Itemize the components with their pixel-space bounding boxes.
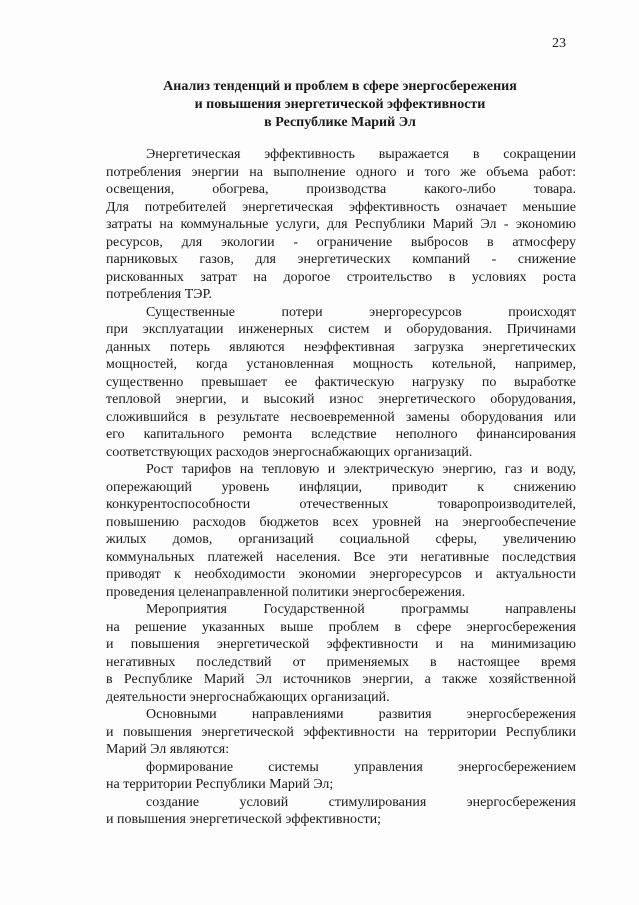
text-line: повышению расходов бюджетов всех уровней на энергообеспечение bbox=[106, 514, 576, 530]
text-line: конкурентоспособности отечественных товаропроизводителей, bbox=[106, 497, 576, 512]
text-line: мощностей, когда установленная мощность котельной, например, bbox=[106, 357, 576, 372]
text-line: опережающий уровень инфляции, приводит к снижению bbox=[106, 479, 576, 495]
text-line: деятельности энергоснабжающих организаций. bbox=[106, 689, 390, 705]
text-line: тепловой энергии, и высокий износ энергетического оборудования, bbox=[106, 392, 576, 407]
text-line: потребления ТЭР. bbox=[106, 287, 213, 302]
text-line: проведения целенаправленной политики энергосбережения. bbox=[106, 584, 466, 600]
text-line: сложившийся в результате несвоевременной замены оборудования или bbox=[106, 409, 576, 425]
text-line: Существенные потери энергоресурсов происходят bbox=[146, 304, 576, 320]
page-number: 23 bbox=[552, 36, 566, 51]
text-line: приводят к необходимости экономии энергоресурсов и актуальности bbox=[106, 567, 576, 582]
text-line: в Республике Марий Эл источников энергии, а также хозяйственной bbox=[106, 672, 576, 687]
page-title bbox=[100, 78, 580, 132]
text-line: при эксплуатации инженерных систем и оборудования. Причинами bbox=[106, 322, 576, 337]
body-text bbox=[106, 146, 576, 829]
text-line: затраты на коммунальные услуги, для Республики Марий Эл - экономию bbox=[106, 217, 576, 232]
text-line: ресурсов, для экологии - ограничение выбросов в атмосферу bbox=[106, 234, 576, 250]
text-line: Основными направлениями развития энергосбережения bbox=[146, 707, 576, 722]
text-line: коммунальных платежей населения. Все эти негативные последствия bbox=[106, 549, 576, 565]
text-line: Энергетическая эффективность выражается в сокращении bbox=[146, 147, 576, 162]
text-line: и повышения энергетической эффективности; bbox=[106, 812, 382, 827]
text-line: его капитального ремонта вследствие неполного финансирования bbox=[106, 427, 576, 442]
title-line: и повышения энергетической эффективности bbox=[194, 97, 486, 112]
text-line: рискованных затрат на дорогое строительство в условиях роста bbox=[106, 269, 576, 285]
title-line: в Республике Марий Эл bbox=[264, 115, 416, 130]
text-line: соответствующих расходов энергоснабжающих организаций. bbox=[106, 444, 473, 460]
text-line: парниковых газов, для энергетических компаний - снижение bbox=[106, 252, 576, 267]
text-line: освещения, обогрева, производства какого-либо товара. bbox=[106, 182, 576, 197]
title-line: Анализ тенденций и проблем в сфере энергосбережения bbox=[163, 79, 517, 94]
text-line: создание условий стимулирования энергосбережения bbox=[146, 794, 576, 810]
text-line: негативных последствий от применяемых в настоящее время bbox=[106, 654, 576, 670]
text-line: данных потерь являются неэффективная загрузка энергетических bbox=[106, 339, 576, 355]
text-line: Для потребителей энергетическая эффективность означает меньшие bbox=[106, 199, 576, 215]
text-line: и повышения энергетической эффективности и на минимизацию bbox=[106, 637, 576, 652]
text-line: потребления энергии на выполнение одного и того же объема работ: bbox=[106, 164, 576, 180]
text-line: Марий Эл являются: bbox=[106, 742, 230, 757]
text-line: жилых домов, организаций социальной сферы, увеличению bbox=[106, 532, 576, 547]
text-line: формирование системы управления энергосбережением bbox=[146, 759, 576, 775]
text-line: Мероприятия Государственной программы направлены bbox=[146, 602, 576, 617]
text-line: на территории Республики Марий Эл; bbox=[106, 777, 334, 792]
text-line: Рост тарифов на тепловую и электрическую энергию, газ и воду, bbox=[146, 462, 576, 477]
text-line: на решение указанных выше проблем в сфере энергосбережения bbox=[106, 619, 576, 635]
text-line: и повышения энергетической эффективности на территории Республики bbox=[106, 724, 576, 740]
text-line: существенно превышает ее фактическую нагрузку по выработке bbox=[106, 374, 576, 390]
